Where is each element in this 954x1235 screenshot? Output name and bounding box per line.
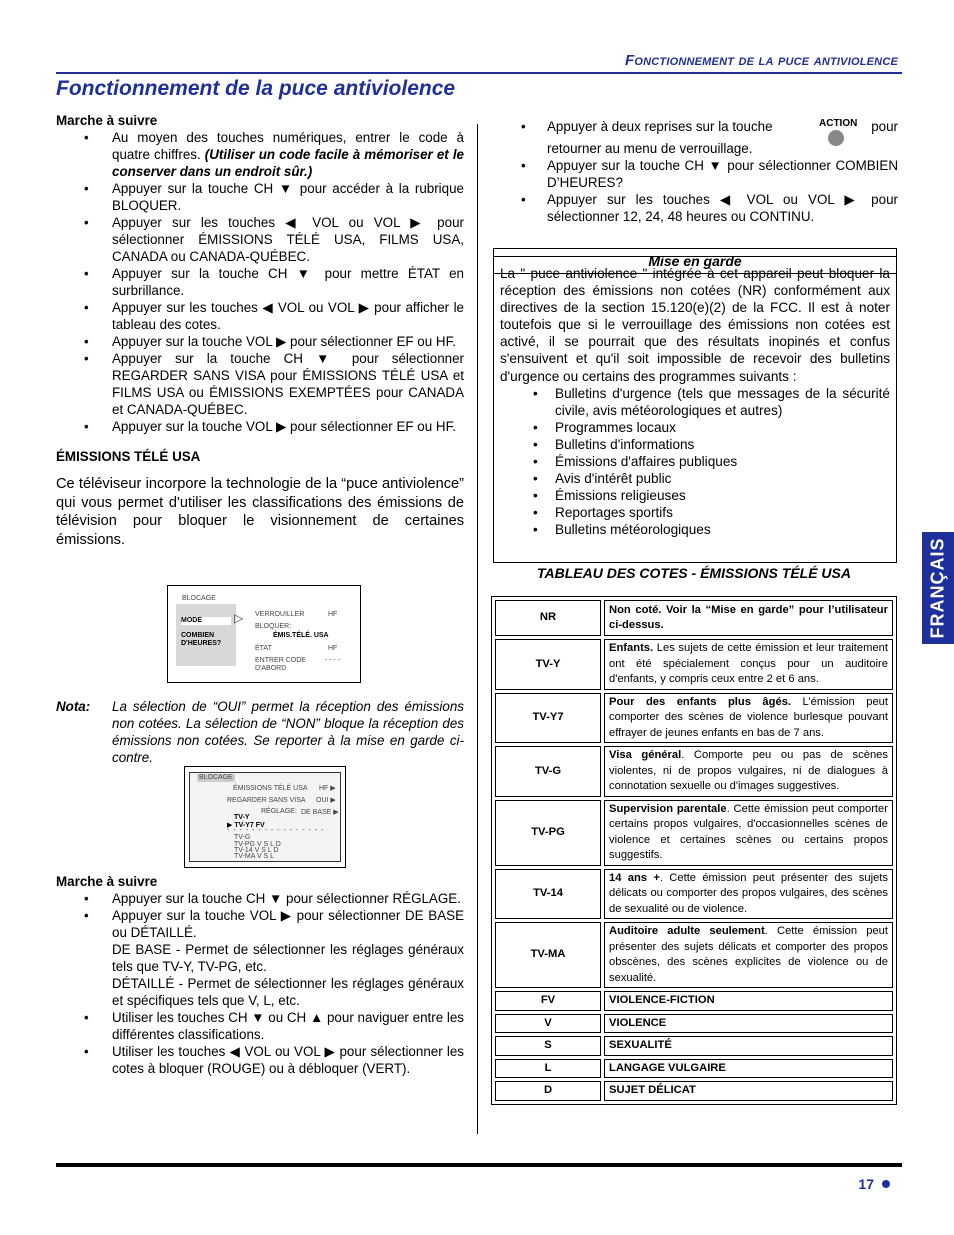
menu-row-label: VERROUILLER [255, 611, 305, 618]
list-item: • Appuyer sur la touche CH ▼ pour sélectionner COMBIEN D’HEURES? [493, 157, 898, 191]
nota-label: Nota: [56, 699, 91, 714]
intro-paragraph: Ce téléviseur incorpore la technologie de la “puce antiviolence” qui vous permet d'utiliser les classifications des émissions de télévision pour bloquer le visionnement de certaines émissions. [56, 476, 464, 548]
menu-mode: MODE [181, 617, 231, 625]
menu-hours: COMBIEN D'HEURES? [181, 632, 222, 647]
right-column [493, 118, 898, 225]
page-dot-icon [882, 1180, 890, 1188]
nota-text: La sélection de “OUI” permet la réception des émissions non cotées. La sélection de “NON” bloque la réception des émissions non cotées. Se reporter à la mise en garde ci-contre. [112, 699, 464, 765]
list-item: • Bulletins d'urgence (tels que messages de la sécurité civile, avis météorologiques et autres) [500, 385, 890, 419]
table-row: D SUJET DÉLICAT [495, 1081, 893, 1101]
menu-row-value: HF [328, 645, 338, 652]
left-column [56, 112, 464, 549]
list-item: • Émissions religieuses [500, 487, 890, 504]
language-tab-label: FRANÇAIS [927, 537, 948, 639]
menu-row-value: - - - - [325, 657, 341, 664]
section-heading: Marche à suivre [56, 113, 158, 128]
table-row: TV-G Visa général. Comporte peu ou pas de scènes violentes, ni de propos vulgaires, ni de dialogues à connotation sexuelle ou d'images suggestives. [495, 746, 893, 797]
menu-arrow-icon: ▷ [234, 611, 244, 625]
steps-list [56, 890, 464, 1077]
list-item: • Bulletins météorologiques [500, 521, 890, 538]
list-item: • Appuyer à deux reprises sur la touche pour retourner au menu de verrouillage. [493, 118, 898, 157]
list-item: • Appuyer sur les touches ◀ VOL ou VOL ▶ pour afficher le tableau des cotes. [56, 299, 464, 333]
list-item: • Utiliser les touches ◀ VOL ou VOL ▶ pour sélectionner les cotes à bloquer (ROUGE) ou à débloquer (VERT). [56, 1043, 464, 1077]
list-item: • Appuyer sur la touche VOL ▶ pour sélectionner EF ou HF. [56, 333, 464, 350]
footer-rule [56, 1163, 902, 1167]
list-item: • Programmes locaux [500, 419, 890, 436]
menu-row-value: HF [328, 611, 338, 618]
section-heading: Marche à suivre [56, 874, 158, 889]
menu-row-label: ÉTAT [255, 645, 272, 652]
action-label: ACTION [819, 118, 858, 129]
warning-list [500, 385, 890, 539]
table-row: L LANGAGE VULGAIRE [495, 1059, 893, 1079]
table-row: V VIOLENCE [495, 1014, 893, 1034]
warning-heading: Mise en garde [494, 249, 896, 274]
table-row: TV-Y Enfants. Les sujets de cette émission et leur traitement ont été spécialement conçus pour un auditoire d'enfants, y compris ceux entre 2 et 6 ans. [495, 639, 893, 690]
table-row: NR Non coté. Voir la “Mise en garde” pour l’utilisateur ci-dessus. [495, 600, 893, 636]
table-row: FV VIOLENCE-FICTION [495, 991, 893, 1011]
menu-rating: TV-Y [234, 814, 250, 821]
warning-text: La " puce antiviolence " intégrée à cet appareil peut bloquer la réception des émissions non cotées (NR) conformément aux directives de la section 15.120(e)(2) de la FCC. Il est à noter toutefois que si le verrouillage des émissions non cotées est activé, il se pourrait que des résultats inopinés et confus s'ensuivent et qu'il soit impossible de recevoir des bulletins d'urgence ou certains des programmes suivants : [500, 266, 890, 384]
rating-menu-screen [184, 766, 346, 868]
menu-row-value: OUI ▶ [316, 797, 336, 804]
column-divider [477, 124, 478, 1134]
list-item: • Au moyen des touches numériques, entrer le code à quatre chiffres. (Utiliser un code facile à mémoriser et le conserver dans un endroit sûr.) [56, 129, 464, 180]
section-heading: ÉMISSIONS TÉLÉ USA [56, 449, 201, 464]
page-title: Fonctionnement de la puce antiviolence [56, 77, 456, 100]
menu-title: BLOCAGE [199, 774, 233, 781]
menu-rating: TV-MA V S L [234, 853, 275, 860]
running-header: Fonctionnement de la puce antiviolence [625, 52, 898, 69]
table-row: TV-Y7 Pour des enfants plus âgés. L’émission peut comporter des scènes de violence burlesque pouvant effrayer de jeunes enfants en bas de 7 ans. [495, 693, 893, 744]
menu-row-label: RÉGLAGE: [261, 808, 297, 815]
list-item: • Bulletins d'informations [500, 436, 890, 453]
list-item: • Appuyer sur les touches ◀ VOL ou VOL ▶ pour sélectionner 12, 24, 48 heures ou CONTINU. [493, 191, 898, 225]
list-item: • Appuyer sur la touche VOL ▶ pour sélectionner EF ou HF. [56, 418, 464, 435]
table-row: S SEXUALITÉ [495, 1036, 893, 1056]
table-row: TV-MA Auditoire adulte seulement. Cette émission peut présenter des sujets délicats et comporter des propos obscènes, des scènes explicites de violence ou de sexualité. [495, 922, 893, 988]
menu-row-label: BLOQUER: [255, 623, 292, 630]
steps-list [56, 129, 464, 435]
menu-row-value: DE BASE ▶ [301, 809, 339, 816]
table-row: TV-14 14 ans +. Cette émission peut présenter des sujets délicats ou comporter des propos vulgaires, des scènes de sexualité ou de violence. [495, 869, 893, 920]
page-number: 17 [858, 1176, 874, 1192]
table-row: TV-PG Supervision parentale. Cette émission peut comporter certains propos vulgaires, d'occasionnelles scènes de violence et certaines scènes ou certains propos suggestifs. [495, 800, 893, 866]
table-caption: TABLEAU DES COTES - ÉMISSIONS TÉLÉ USA [537, 565, 851, 581]
steps-list [493, 118, 898, 225]
list-item: • Reportages sportifs [500, 504, 890, 521]
list-item: • Appuyer sur la touche CH ▼ pour sélectionner REGARDER SANS VISA pour ÉMISSIONS TÉLÉ USA et FILMS USA ou ÉMISSIONS EXEMPTÉES pour CANADA et CANADA-QUÉBEC. [56, 350, 464, 418]
menu-row-value: ÉMIS.TÉLÉ. USA [273, 632, 329, 639]
warning-box [493, 248, 897, 563]
menu-row-label: REGARDER SANS VISA [227, 797, 306, 804]
list-item: • Appuyer sur la touche VOL ▶ pour sélectionner DE BASE ou DÉTAILLÉ. DE BASE - Permet de sélectionner les réglages généraux tels que TV-Y, TV-PG, etc. DÉTAILLÉ - Permet de sélectionner les réglages généraux et spécifiques tels que V, L, etc. [56, 907, 464, 1009]
menu-separator: - - - - - - - - - - - - - - - - [227, 827, 325, 834]
menu-row-label: ENTRER CODE D'ABORD [255, 657, 306, 672]
menu-rating: TV-PG V S L D [234, 841, 281, 848]
nota-block [56, 692, 464, 766]
steps-block-2 [56, 873, 464, 1077]
list-item: • Appuyer sur la touche CH ▼ pour mettre ÉTAT en surbrillance. [56, 265, 464, 299]
language-tab [922, 532, 954, 644]
menu-row-label: ÉMISSIONS TÉLÉ USA [233, 785, 308, 792]
list-item: • Appuyer sur la touche CH ▼ pour sélectionner RÉGLAGE. [56, 890, 464, 907]
header-rule [56, 72, 902, 74]
list-item: • Appuyer sur la touche CH ▼ pour accéder à la rubrique BLOQUER. [56, 180, 464, 214]
menu-row-value: HF ▶ [319, 785, 336, 792]
menu-rating: TV-G [234, 834, 251, 841]
blocage-menu-screen [167, 585, 361, 683]
ratings-table [491, 596, 897, 1105]
list-item: • Avis d'intérêt public [500, 470, 890, 487]
list-item: • Utiliser les touches CH ▼ ou CH ▲ pour naviguer entre les différentes classifications. [56, 1009, 464, 1043]
menu-rating: TV-14 V S L D [234, 847, 279, 854]
menu-rating-selected: ▶ TV-Y7 FV [227, 822, 265, 829]
list-item: • Émissions d'affaires publiques [500, 453, 890, 470]
menu-title: BLOCAGE [182, 595, 216, 602]
list-item: • Appuyer sur les touches ◀ VOL ou VOL ▶ pour sélectionner ÉMISSIONS TÉLÉ USA, FILMS USA, CANADA ou CANADA-QUÉBEC. [56, 214, 464, 265]
